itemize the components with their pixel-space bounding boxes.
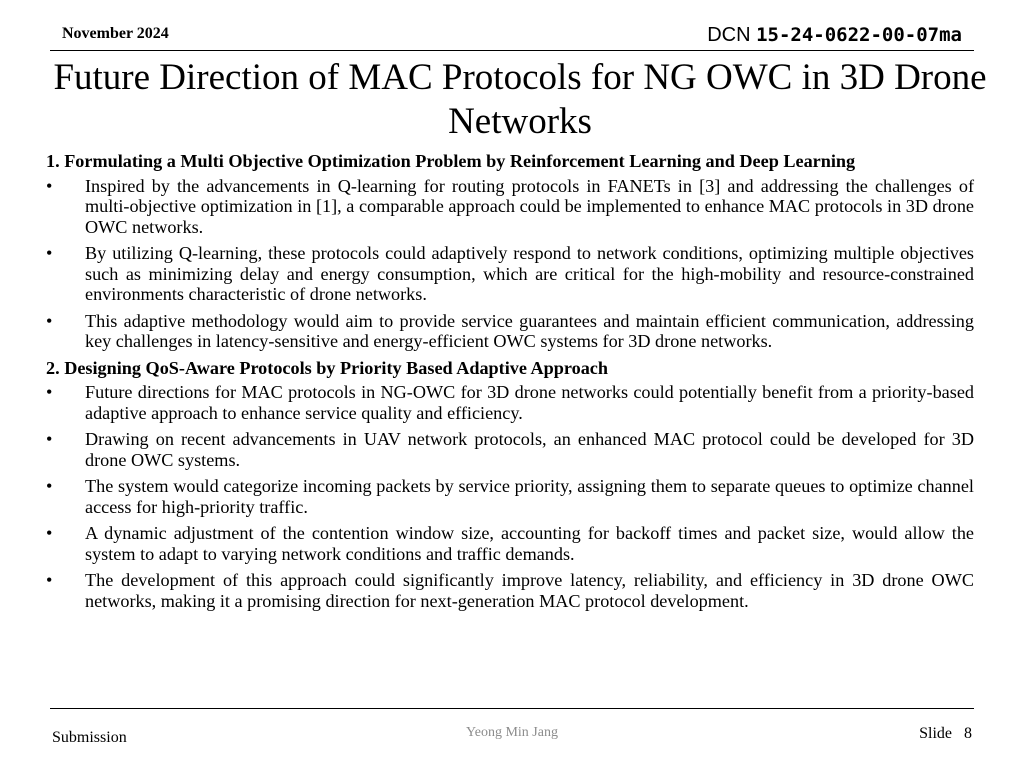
bullet-text: The development of this approach could significantly improve latency, reliability, and efficiency in 3D drone OWC networks, making it a promising direction for next-generation MAC protocol development. xyxy=(85,570,974,611)
header-date: November 2024 xyxy=(62,25,169,42)
dcn-label: DCN xyxy=(707,24,751,46)
bullet-text: Drawing on recent advancements in UAV network protocols, an enhanced MAC protocol could be developed for 3D drone OWC systems. xyxy=(85,429,974,470)
bullet-text: A dynamic adjustment of the contention window size, accounting for backoff times and packet size, would allow the system to adapt to varying network conditions and traffic demands. xyxy=(85,523,974,564)
header-rule xyxy=(50,50,974,51)
slide-body xyxy=(46,151,974,617)
slide-title: Future Direction of MAC Protocols for NG OWC in 3D Drone Networks xyxy=(53,57,987,142)
bullet-dot-icon: • xyxy=(46,382,53,402)
bullet-text: This adaptive methodology would aim to provide service guarantees and maintain efficient communication, addressing key challenges in latency-sensitive and energy-efficient OWC systems for 3D drone networks. xyxy=(85,310,974,351)
footer-author: Yeong Min Jang xyxy=(466,725,558,740)
header-dcn xyxy=(707,24,962,47)
bullet-text: Future directions for MAC protocols in NG-OWC for 3D drone networks could potentially benefit from a priority-based adaptive approach to enhance service quality and efficiency. xyxy=(85,382,974,423)
bullet-dot-icon: • xyxy=(46,310,53,331)
slide-label: Slide xyxy=(919,725,952,742)
bullet-dot-icon: • xyxy=(46,175,53,196)
bullet-item xyxy=(46,382,974,423)
footer-submission: Submission xyxy=(52,729,127,746)
bullet-dot-icon: • xyxy=(46,570,53,590)
bullet-text: The system would categorize incoming packets by service priority, assigning them to separate queues to optimize channel access for high-priority traffic. xyxy=(85,476,974,517)
slide-number: 8 xyxy=(964,725,972,742)
bullet-item xyxy=(46,476,974,517)
bullet-text: Inspired by the advancements in Q-learning for routing protocols in FANETs in [3] and addressing the challenges of multi-objective optimization in [1], a comparable approach could be implemented to enhance MAC protocols in 3D drone OWC networks. xyxy=(85,175,974,237)
footer-rule xyxy=(50,708,974,709)
bullet-dot-icon: • xyxy=(46,429,53,449)
dcn-number: 15-24-0622-00-07ma xyxy=(756,24,962,46)
bullet-dot-icon: • xyxy=(46,243,53,263)
bullet-item xyxy=(46,243,974,305)
bullet-dot-icon: • xyxy=(46,476,53,496)
bullet-item xyxy=(46,523,974,564)
section-1-bullets xyxy=(46,176,974,352)
bullet-text: By utilizing Q-learning, these protocols could adaptively respond to network conditions, optimizing multiple objectives such as minimizing delay and energy consumption, which are critical for the high-mobility and resource-constrained environments characteristic of drone networks. xyxy=(85,243,974,304)
footer-slide xyxy=(919,725,972,743)
bullet-item xyxy=(46,429,974,470)
section-heading-2: 2. Designing QoS-Aware Protocols by Priority Based Adaptive Approach xyxy=(46,357,608,378)
section-heading-1: 1. Formulating a Multi Objective Optimization Problem by Reinforcement Learning and Deep Learning xyxy=(46,151,856,171)
bullet-dot-icon: • xyxy=(46,523,53,543)
bullet-item xyxy=(46,311,974,352)
bullet-item xyxy=(46,176,974,238)
bullet-item xyxy=(46,570,974,611)
section-2-bullets xyxy=(46,382,974,611)
